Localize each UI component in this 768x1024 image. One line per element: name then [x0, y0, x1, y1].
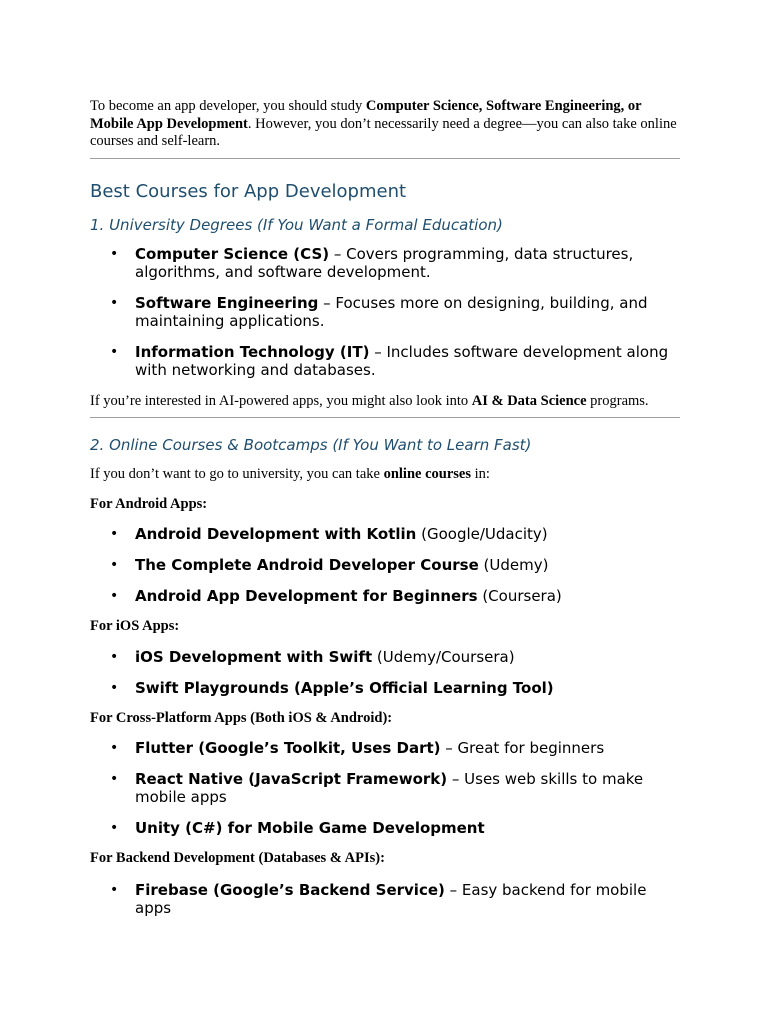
list-item [90, 556, 680, 574]
item-text: (Udemy) [478, 556, 549, 574]
bullet-icon: • [110, 679, 119, 696]
bullet-icon: • [110, 740, 119, 756]
intro-text-bold: Computer Science, Software Engineering, or Mobile App Development [90, 98, 642, 132]
list-item [90, 343, 680, 379]
list-item [90, 770, 680, 806]
university-heading: 1. University Degrees (If You Want a Formal Education) [90, 215, 503, 234]
list-item [90, 648, 680, 666]
bullet-icon: • [110, 820, 119, 836]
list-item [90, 679, 680, 697]
item-text: (Udemy/Coursera) [372, 647, 515, 666]
university-list [90, 245, 680, 379]
item-bold: Information Technology (IT) [135, 342, 370, 361]
bullet-icon: • [110, 771, 119, 787]
online-intro-bold: online courses [383, 466, 471, 482]
bullet-icon: • [110, 526, 119, 542]
bullet-icon: • [110, 557, 119, 573]
item-bold: Firebase (Google’s Backend Service) [135, 880, 445, 899]
online-intro-pre: If you don’t want to go to university, you can take [90, 466, 384, 482]
group-title-cross-platform: For Cross-Platform Apps (Both iOS & Android): [90, 709, 393, 726]
item-bold: Computer Science (CS) [135, 244, 330, 263]
backend-list [90, 881, 680, 917]
item-bold: React Native (JavaScript Framework) [135, 770, 448, 788]
ai-note-pre: If you’re interested in AI-powered apps, you might also look into [90, 392, 472, 409]
group-title-backend: For Backend Development (Databases & APIs): [90, 850, 385, 866]
list-item [90, 881, 680, 917]
item-bold: Software Engineering [135, 293, 319, 312]
list-item [90, 525, 680, 543]
item-bold: Android Development with Kotlin [135, 525, 417, 543]
item-bold: Unity (C#) for Mobile Game Development [135, 819, 485, 837]
item-bold: Android App Development for Beginners [135, 587, 478, 605]
item-bold: Flutter (Google’s Toolkit, Uses Dart) [135, 739, 441, 757]
section-title: Best Courses for App Development [90, 180, 407, 202]
item-text: (Coursera) [477, 587, 562, 605]
android-list [90, 525, 680, 605]
online-intro [90, 466, 680, 484]
bullet-icon: • [110, 294, 119, 311]
ai-note-bold: AI & Data Science [471, 392, 587, 409]
list-item [90, 587, 680, 605]
intro-text-post: . However, you don’t necessarily need a degree—you can also take online courses and self-learn. [90, 115, 677, 149]
horizontal-rule [90, 158, 680, 159]
list-item [90, 245, 680, 281]
horizontal-rule [90, 417, 680, 418]
online-intro-post: in: [470, 466, 490, 482]
list-item [90, 819, 680, 837]
item-text: (Google/Udacity) [416, 525, 548, 543]
item-text: – Easy backend for mobile apps [135, 880, 647, 917]
bullet-icon: • [110, 588, 119, 604]
bullet-icon: • [110, 648, 119, 665]
item-text: – Great for beginners [440, 739, 605, 757]
item-bold: The Complete Android Developer Course [135, 556, 479, 574]
item-text: – Focuses more on designing, building, and maintaining applications. [135, 293, 648, 330]
list-item [90, 294, 680, 330]
document-page [90, 98, 680, 917]
group-title-ios: For iOS Apps: [90, 618, 180, 634]
ios-list [90, 648, 680, 697]
intro-text-pre: To become an app developer, you should study [90, 98, 366, 114]
ai-note-post: programs. [586, 392, 649, 409]
cross-platform-list [90, 739, 680, 837]
bullet-icon: • [110, 343, 119, 360]
item-text: – Includes software development along with networking and databases. [135, 342, 669, 379]
ai-note [90, 393, 680, 411]
list-item [90, 739, 680, 757]
item-bold: iOS Development with Swift [135, 647, 373, 666]
online-heading: 2. Online Courses & Bootcamps (If You Want to Learn Fast) [90, 436, 532, 454]
group-title-android: For Android Apps: [90, 495, 208, 512]
item-text: – Uses web skills to make mobile apps [135, 770, 644, 806]
item-text: – Covers programming, data structures, algorithms, and software development. [135, 244, 634, 281]
bullet-icon: • [110, 881, 119, 898]
item-bold: Swift Playgrounds (Apple’s Official Learning Tool) [135, 678, 554, 697]
intro-paragraph [90, 98, 680, 151]
bullet-icon: • [110, 245, 119, 262]
